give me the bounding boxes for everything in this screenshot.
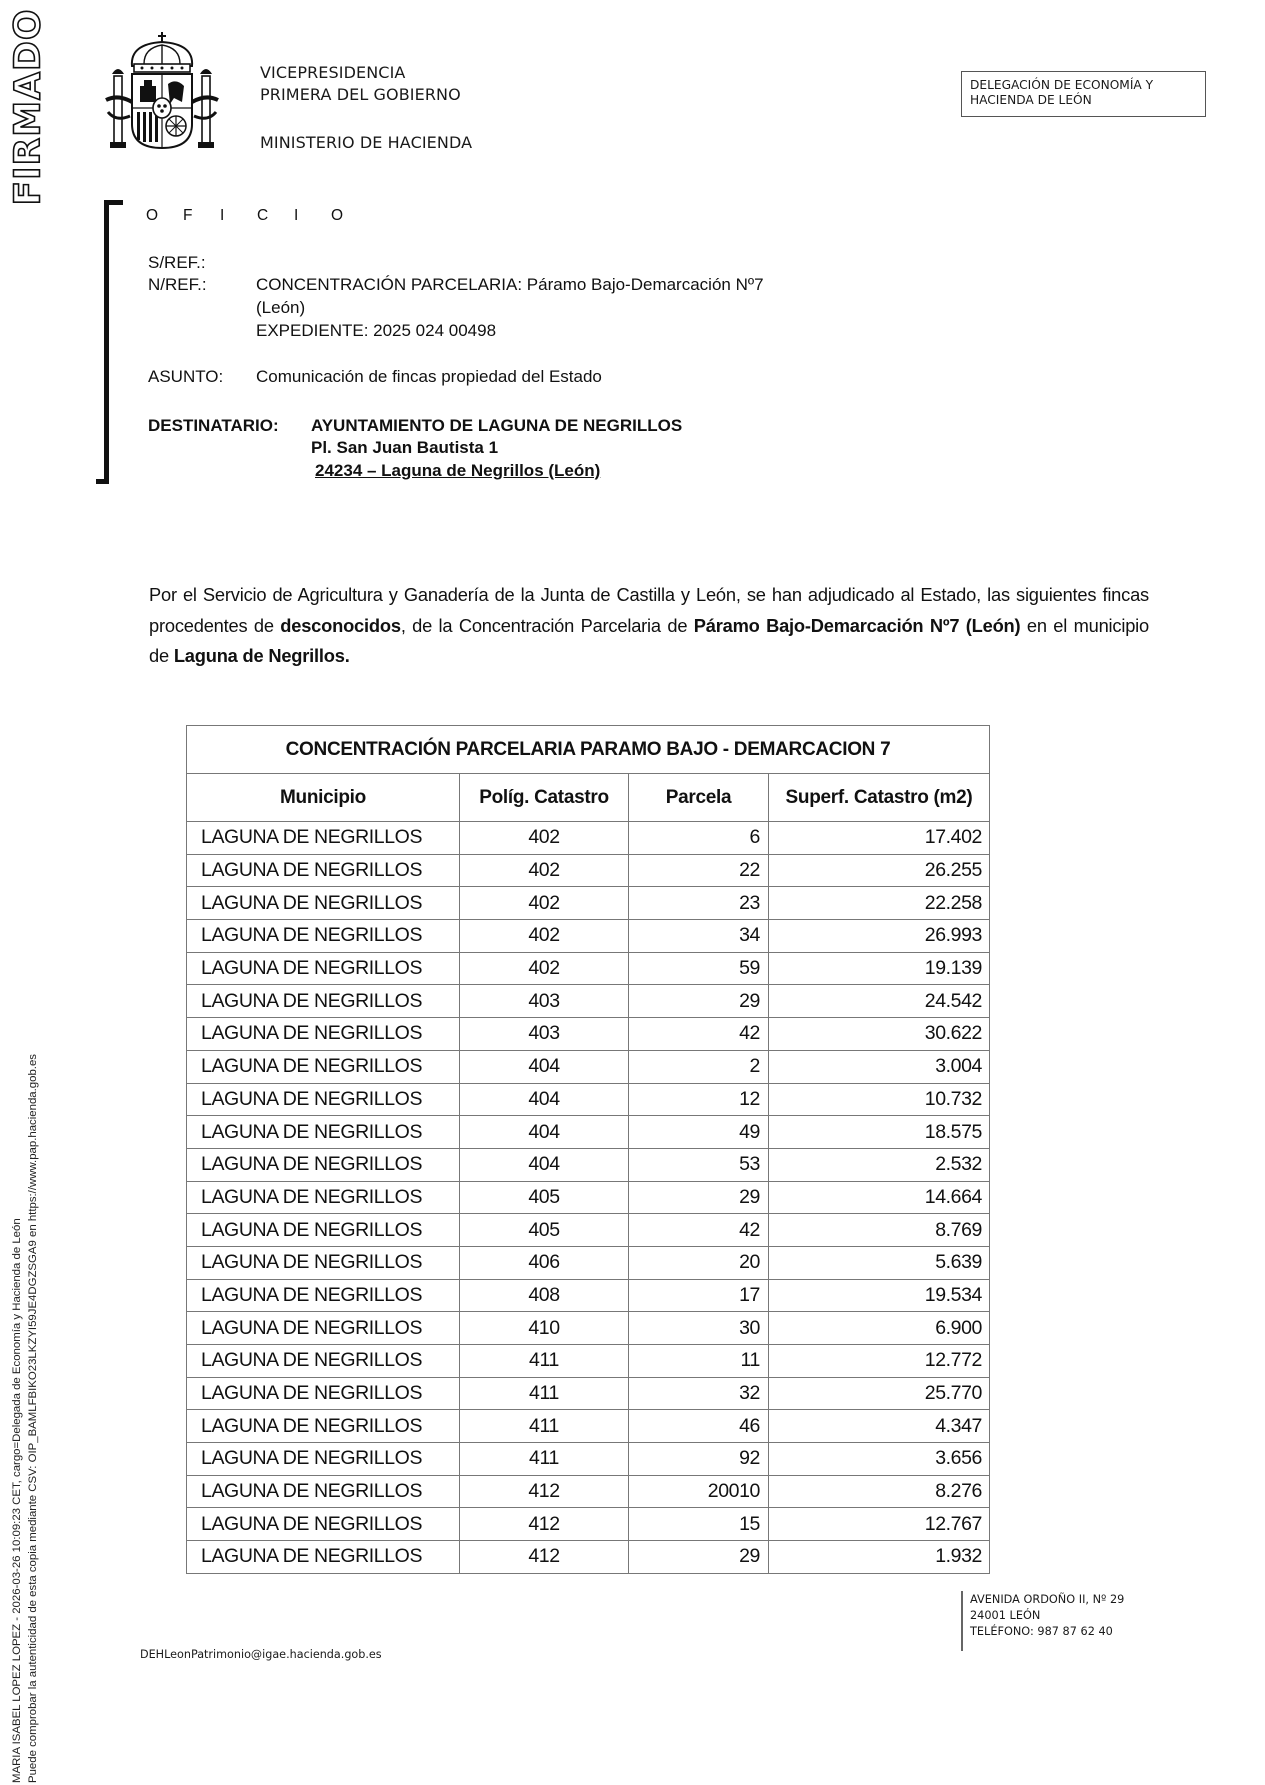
cell-municipio: LAGUNA DE NEGRILLOS [187,1541,460,1574]
delegation-line-1: DELEGACIÓN DE ECONOMÍA Y [970,78,1154,92]
cell-parcela: 22 [629,854,769,887]
cell-superficie: 25.770 [769,1377,990,1410]
table-row [187,1050,990,1083]
body-bold-municipio: Laguna de Negrillos. [173,645,350,666]
body-bold-desconocidos: desconocidos [280,614,401,636]
body-bold-demarcacion: Páramo Bajo-Demarcación Nº7 (León) [693,614,1021,636]
cell-superficie: 1.932 [769,1541,990,1574]
cell-municipio: LAGUNA DE NEGRILLOS [187,1214,460,1247]
cell-superficie: 12.772 [769,1345,990,1378]
cell-parcela: 53 [629,1148,769,1181]
cell-municipio: LAGUNA DE NEGRILLOS [187,1181,460,1214]
oficio-letter: I [220,207,225,224]
ministry-line-2: PRIMERA DEL GOBIERNO [260,85,461,104]
cell-superficie: 24.542 [769,985,990,1018]
cell-municipio: LAGUNA DE NEGRILLOS [187,1148,460,1181]
signature-line: MARIA ISABEL LOPEZ LOPEZ - 2026-03-26 10:09:23 CET, cargo=Delegada de Economía y Hacienda de León [11,1217,23,1783]
body-text: en el municipio de [149,614,1149,666]
cell-poligono: 411 [460,1377,629,1410]
cell-superficie: 4.347 [769,1410,990,1443]
footer-phone: TELÉFONO: 987 87 62 40 [970,1625,1113,1638]
cell-municipio: LAGUNA DE NEGRILLOS [187,920,460,953]
cell-poligono: 405 [460,1214,629,1247]
cell-municipio: LAGUNA DE NEGRILLOS [187,985,460,1018]
cell-superficie: 3.656 [769,1443,990,1476]
cell-superficie: 30.622 [769,1018,990,1051]
cell-parcela: 29 [629,1541,769,1574]
cell-parcela: 34 [629,920,769,953]
cell-parcela: 17 [629,1279,769,1312]
oficio-bracket-top [104,200,123,205]
cell-parcela: 23 [629,887,769,920]
asunto-value: Comunicación de fincas propiedad del Estado [256,367,602,386]
cell-municipio: LAGUNA DE NEGRILLOS [187,1443,460,1476]
cell-municipio: LAGUNA DE NEGRILLOS [187,1410,460,1443]
cell-superficie: 12.767 [769,1508,990,1541]
signature-side-note [0,800,50,1785]
cell-parcela: 20 [629,1246,769,1279]
footer-address [970,1592,1124,1640]
table-row [187,1443,990,1476]
cell-parcela: 15 [629,1508,769,1541]
table-row [187,1246,990,1279]
cell-parcela: 42 [629,1018,769,1051]
table-title: CONCENTRACIÓN PARCELARIA PARAMO BAJO - DEMARCACION 7 [187,726,990,774]
cell-parcela: 42 [629,1214,769,1247]
table-row [187,1116,990,1149]
cell-superficie: 19.139 [769,952,990,985]
cell-poligono: 402 [460,952,629,985]
cell-poligono: 404 [460,1050,629,1083]
table-row [187,822,990,855]
cell-poligono: 411 [460,1443,629,1476]
cell-municipio: LAGUNA DE NEGRILLOS [187,1083,460,1116]
coat-of-arms-icon [104,28,220,152]
cell-municipio: LAGUNA DE NEGRILLOS [187,1279,460,1312]
cell-parcela: 2 [629,1050,769,1083]
table-row [187,887,990,920]
footer-address-city: 24001 LEÓN [970,1609,1041,1622]
table-row [187,1214,990,1247]
cell-superficie: 6.900 [769,1312,990,1345]
body-paragraph [149,580,1149,672]
body-text: Por el Servicio de Agricultura y Ganadería de la Junta de Castilla y León, se han adjudicado al Estado, las siguientes fincas procedentes de [149,584,1149,636]
table-row [187,952,990,985]
cell-parcela: 46 [629,1410,769,1443]
cell-municipio: LAGUNA DE NEGRILLOS [187,1312,460,1345]
sref-label: S/REF.: [148,253,206,272]
cell-poligono: 411 [460,1345,629,1378]
table-row [187,1377,990,1410]
firmado-stamp [7,8,49,206]
cell-municipio: LAGUNA DE NEGRILLOS [187,887,460,920]
table-row [187,920,990,953]
cell-superficie: 26.255 [769,854,990,887]
cell-superficie: 17.402 [769,822,990,855]
table-row [187,854,990,887]
cell-poligono: 411 [460,1410,629,1443]
delegation-line-2: HACIENDA DE LEÓN [970,93,1092,107]
cell-poligono: 402 [460,920,629,953]
table-row [187,1018,990,1051]
destinatario-name: AYUNTAMIENTO DE LAGUNA DE NEGRILLOS [311,416,683,435]
ministry-line-1: VICEPRESIDENCIA [260,63,406,82]
cell-poligono: 403 [460,1018,629,1051]
cell-municipio: LAGUNA DE NEGRILLOS [187,1377,460,1410]
cell-poligono: 404 [460,1116,629,1149]
oficio-title [146,207,368,225]
cell-superficie: 8.769 [769,1214,990,1247]
cell-municipio: LAGUNA DE NEGRILLOS [187,1050,460,1083]
cell-municipio: LAGUNA DE NEGRILLOS [187,1345,460,1378]
fincas-table [186,725,990,1574]
cell-municipio: LAGUNA DE NEGRILLOS [187,822,460,855]
cell-parcela: 59 [629,952,769,985]
table-row [187,1541,990,1574]
destinatario-street: Pl. San Juan Bautista 1 [311,438,499,457]
body-text: , de la Concentración Parcelaria de [400,614,694,636]
cell-municipio: LAGUNA DE NEGRILLOS [187,1475,460,1508]
cell-municipio: LAGUNA DE NEGRILLOS [187,1018,460,1051]
cell-superficie: 19.534 [769,1279,990,1312]
cell-poligono: 403 [460,985,629,1018]
cell-poligono: 402 [460,822,629,855]
oficio-letter: O [146,207,159,224]
table-row [187,1083,990,1116]
cell-parcela: 30 [629,1312,769,1345]
cell-parcela: 11 [629,1345,769,1378]
nref-label: N/REF.: [148,275,207,294]
nref-line-1: CONCENTRACIÓN PARCELARIA: Páramo Bajo-Demarcación Nº7 [256,275,764,294]
cell-superficie: 18.575 [769,1116,990,1149]
cell-municipio: LAGUNA DE NEGRILLOS [187,1116,460,1149]
cell-poligono: 404 [460,1148,629,1181]
column-header-poligono: Políg. Catastro [460,774,629,822]
cell-municipio: LAGUNA DE NEGRILLOS [187,854,460,887]
table-row [187,1508,990,1541]
asunto-label: ASUNTO: [148,367,224,386]
cell-superficie: 22.258 [769,887,990,920]
ministry-heading [260,62,472,154]
cell-parcela: 29 [629,1181,769,1214]
cell-municipio: LAGUNA DE NEGRILLOS [187,1246,460,1279]
table-row [187,985,990,1018]
cell-parcela: 92 [629,1443,769,1476]
cell-poligono: 404 [460,1083,629,1116]
cell-poligono: 412 [460,1475,629,1508]
table-row [187,1410,990,1443]
cell-superficie: 14.664 [769,1181,990,1214]
cell-parcela: 20010 [629,1475,769,1508]
delegation-box [961,71,1206,117]
oficio-letter: F [183,207,193,224]
oficio-bracket-bottom [96,479,109,484]
cell-poligono: 402 [460,887,629,920]
footer-address-street: AVENIDA ORDOÑO II, Nº 29 [970,1593,1125,1606]
nref-line-2: (León) [256,298,306,317]
destinatario-postal: 24234 – Laguna de Negrillos (León) [315,461,601,480]
firmado-label: FIRMADO [7,8,49,206]
cell-superficie: 2.532 [769,1148,990,1181]
oficio-letter: I [294,207,299,224]
table-body [187,822,990,1574]
table-row [187,1475,990,1508]
table-row [187,1312,990,1345]
cell-municipio: LAGUNA DE NEGRILLOS [187,1508,460,1541]
cell-poligono: 405 [460,1181,629,1214]
oficio-letter: C [257,207,269,224]
column-header-parcela: Parcela [629,774,769,822]
table-row [187,1181,990,1214]
cell-poligono: 406 [460,1246,629,1279]
expediente: EXPEDIENTE: 2025 024 00498 [256,321,497,340]
footer-email: DEHLeonPatrimonio@igae.hacienda.gob.es [140,1648,382,1661]
cell-poligono: 412 [460,1508,629,1541]
column-header-municipio: Municipio [187,774,460,822]
cell-superficie: 8.276 [769,1475,990,1508]
cell-poligono: 408 [460,1279,629,1312]
cell-parcela: 32 [629,1377,769,1410]
destinatario-label: DESTINATARIO: [148,416,279,435]
footer-divider [961,1591,963,1651]
oficio-letter: O [331,207,344,224]
cell-superficie: 10.732 [769,1083,990,1116]
table-row [187,1345,990,1378]
cell-parcela: 12 [629,1083,769,1116]
ministry-line-3: MINISTERIO DE HACIENDA [260,133,473,152]
cell-poligono: 410 [460,1312,629,1345]
cell-parcela: 29 [629,985,769,1018]
cell-superficie: 3.004 [769,1050,990,1083]
table-row [187,1148,990,1181]
oficio-bracket [104,200,109,484]
cell-parcela: 49 [629,1116,769,1149]
cell-poligono: 412 [460,1541,629,1574]
csv-verification-line: Puede comprobar la autenticidad de esta copia mediante CSV: OIP_BAMLFBIKO23LKZYI59JE4DGZSGA9 en https://www.pap.hacienda.gob.es [27,1053,39,1783]
column-header-superficie: Superf. Catastro (m2) [769,774,990,822]
cell-superficie: 26.993 [769,920,990,953]
cell-poligono: 402 [460,854,629,887]
cell-parcela: 6 [629,822,769,855]
cell-superficie: 5.639 [769,1246,990,1279]
table-row [187,1279,990,1312]
cell-municipio: LAGUNA DE NEGRILLOS [187,952,460,985]
